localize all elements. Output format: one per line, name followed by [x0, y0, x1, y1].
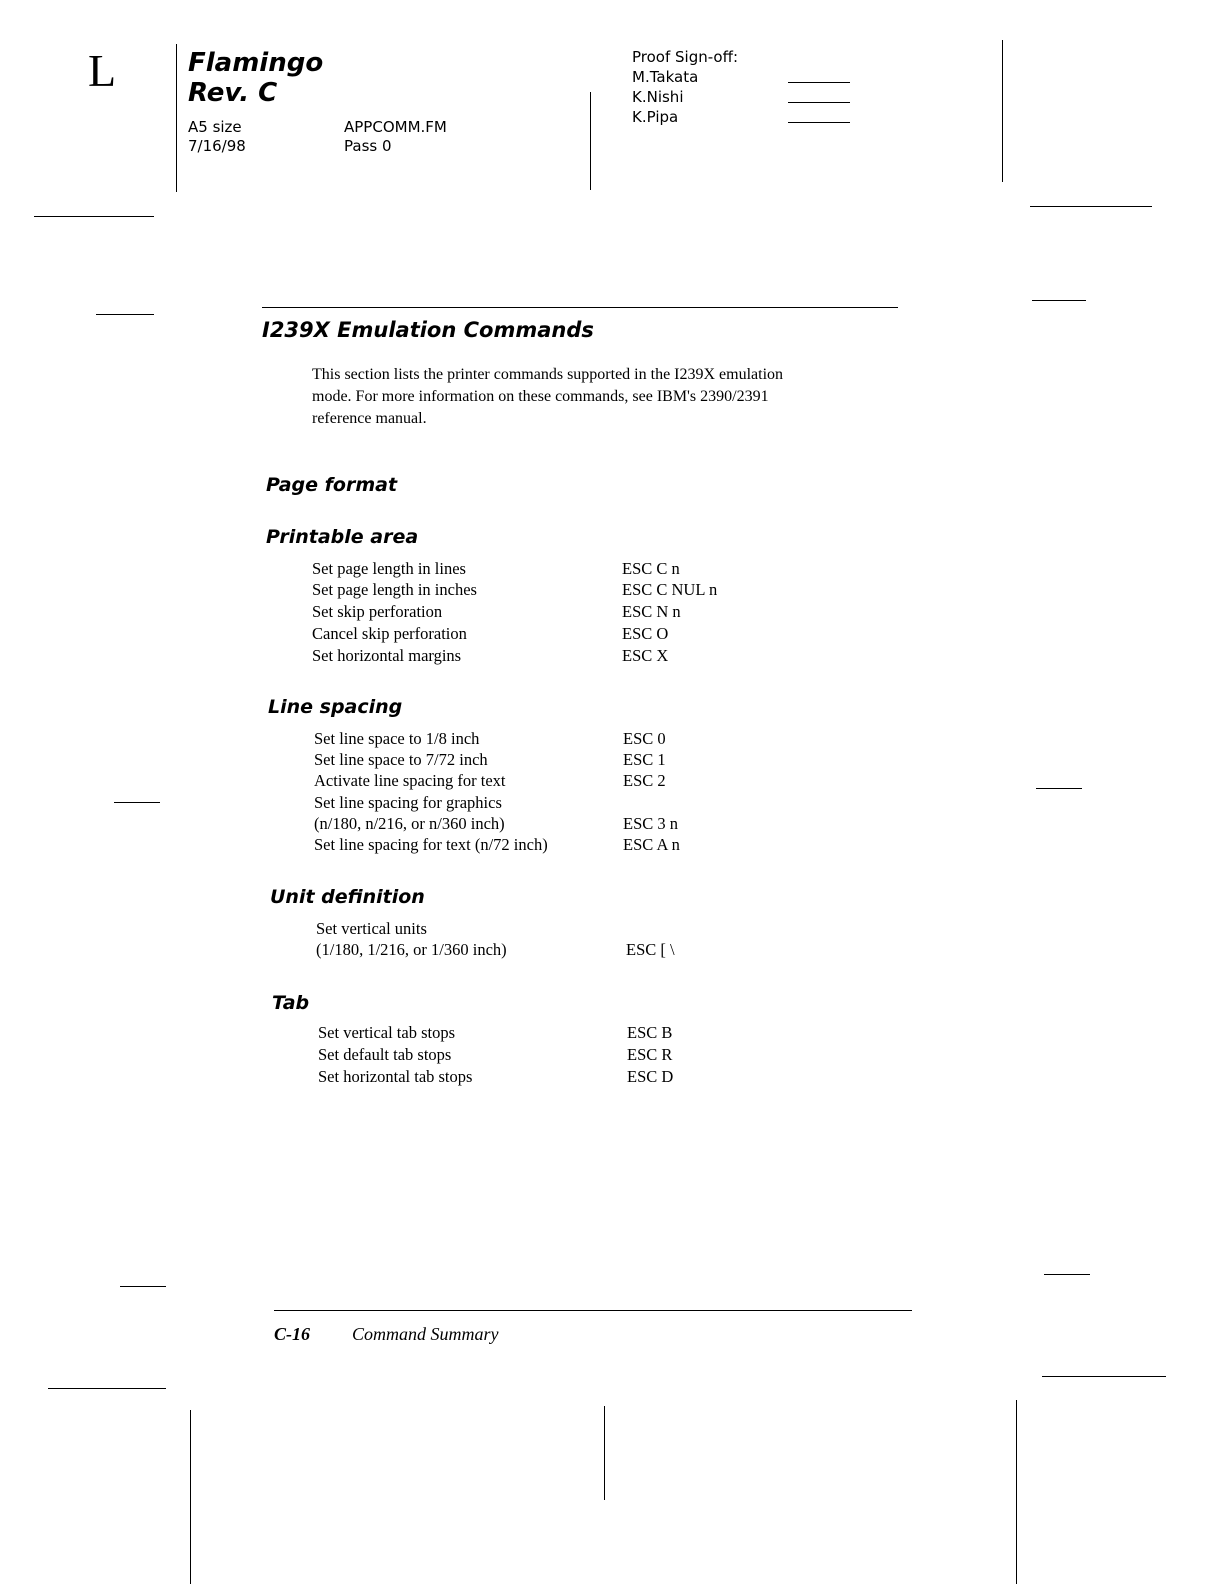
- page-number: C-16: [274, 1324, 310, 1344]
- proof-signoff-label: Proof Sign-off:: [632, 48, 738, 66]
- signer-name: K.Nishi: [632, 88, 684, 106]
- command-description: Activate line spacing for text: [314, 771, 506, 790]
- header-divider-middle: [590, 92, 591, 190]
- group-title-line-spacing: Line spacing: [268, 696, 403, 718]
- crop-mark: [1030, 206, 1152, 207]
- command-description: Set line space to 7/72 inch: [314, 750, 488, 769]
- command-code: ESC O: [622, 624, 669, 643]
- section-title: I239X Emulation Commands: [262, 318, 594, 342]
- line-spacing-commands: [314, 728, 774, 862]
- printable-area-commands: [312, 558, 772, 670]
- command-code: ESC 3 n: [623, 814, 679, 833]
- margin-mark: [1032, 300, 1086, 301]
- command-code: ESC N n: [622, 602, 681, 621]
- revision-label: Rev. C: [188, 78, 278, 108]
- header-divider-left: [176, 44, 177, 192]
- command-code: ESC A n: [623, 835, 680, 854]
- paper-size: A5 size: [188, 118, 242, 136]
- crop-mark-vertical: [604, 1406, 605, 1500]
- command-description: (n/180, n/216, or n/360 inch): [314, 814, 505, 833]
- margin-mark: [114, 802, 160, 803]
- product-name: Flamingo: [188, 48, 324, 78]
- command-code: ESC C n: [622, 559, 680, 578]
- command-code: ESC [ \: [626, 940, 675, 959]
- command-code: ESC B: [627, 1023, 673, 1042]
- header-divider-right: [1002, 40, 1003, 182]
- command-code: ESC C NUL n: [622, 580, 718, 599]
- chapter-title: Command Summary: [352, 1324, 499, 1344]
- signature-line: [788, 122, 850, 123]
- crop-mark: [48, 1388, 166, 1389]
- command-code: ESC R: [627, 1045, 673, 1064]
- command-code: ESC X: [622, 646, 669, 665]
- command-description: Set horizontal tab stops: [318, 1067, 473, 1086]
- group-title-unit-definition: Unit definition: [270, 886, 425, 908]
- corner-letter: L: [88, 45, 117, 96]
- crop-mark-vertical: [190, 1410, 191, 1584]
- command-code: ESC 1: [623, 750, 666, 769]
- command-description: Set horizontal margins: [312, 646, 462, 665]
- crop-mark: [1042, 1376, 1166, 1377]
- signer-name: K.Pipa: [632, 108, 679, 126]
- footer-rule: [274, 1310, 912, 1311]
- section-rule: [262, 307, 898, 308]
- margin-mark: [1036, 788, 1082, 789]
- margin-mark: [96, 314, 154, 315]
- intro-line: reference manual.: [312, 410, 427, 427]
- margin-mark: [120, 1286, 166, 1287]
- section-intro: [312, 364, 902, 430]
- command-description: Set line spacing for graphics: [314, 793, 502, 812]
- command-description: Set line space to 1/8 inch: [314, 729, 480, 748]
- group-title-printable-area: Printable area: [266, 526, 419, 548]
- command-description: Set vertical units: [316, 919, 427, 938]
- tab-commands: [318, 1022, 778, 1092]
- unit-definition-commands: [316, 918, 776, 964]
- command-description: Set page length in inches: [312, 580, 477, 599]
- command-code: ESC 0: [623, 729, 666, 748]
- command-description: Set line spacing for text (n/72 inch): [314, 835, 548, 854]
- signer-name: M.Takata: [632, 68, 699, 86]
- crop-mark-vertical: [1016, 1400, 1017, 1584]
- command-code: ESC D: [627, 1067, 674, 1086]
- file-name: APPCOMM.FM: [344, 118, 447, 136]
- command-description: Set default tab stops: [318, 1045, 452, 1064]
- intro-line: mode. For more information on these commands, see IBM's 2390/2391: [312, 388, 769, 405]
- command-description: Cancel skip perforation: [312, 624, 467, 643]
- subsection-title-page-format: Page format: [266, 474, 398, 496]
- command-description: Set vertical tab stops: [318, 1023, 456, 1042]
- command-code: ESC 2: [623, 771, 666, 790]
- crop-mark: [34, 216, 154, 217]
- margin-mark: [1044, 1274, 1090, 1275]
- revision-date: 7/16/98: [188, 137, 246, 155]
- command-description: Set page length in lines: [312, 559, 466, 578]
- signature-line: [788, 102, 850, 103]
- command-description: Set skip perforation: [312, 602, 443, 621]
- command-description: (1/180, 1/216, or 1/360 inch): [316, 940, 507, 959]
- group-title-tab: Tab: [272, 992, 310, 1014]
- pass-label: Pass 0: [344, 137, 392, 155]
- signature-line: [788, 82, 850, 83]
- intro-line: This section lists the printer commands supported in the I239X emulation: [312, 366, 784, 383]
